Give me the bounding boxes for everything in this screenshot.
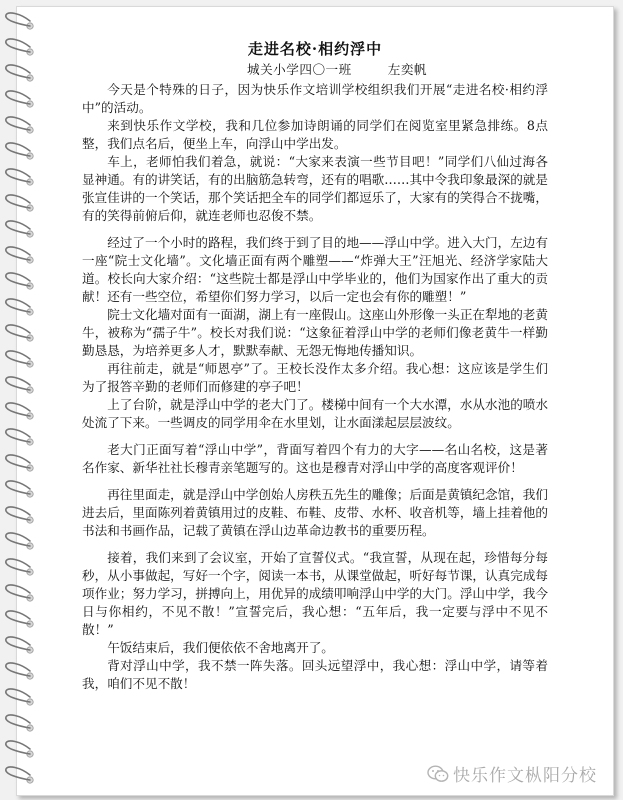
binding-ring xyxy=(6,507,33,523)
paragraph-3: 车上，老师怕我们着急，就说：“大家来表演一些节目吧！”同学们八仙过海各显神通。有的讲笑话，有的出脑筋急转弯，还有的唱歌……其中令我印象最深的就是张宣佳讲的一个笑话，那个笑话把全车的同学们都逗乐了，大家有的笑得合不拢嘴，有的笑得前俯后仰，就连老师也忍俊不禁。 xyxy=(82,154,548,223)
binding-ring xyxy=(6,611,33,627)
paragraph-5: 院士文化墙对面有一面湖，湖上有一座假山。这座山外形像一头正在犁地的老黄牛，被称为“孺子牛”。校长对我们说：“这象征着浮山中学的老师们像老黄牛一样勤勤恳恳，为培养更多人才，默默奉献、无怨无悔地传播知识。 xyxy=(82,307,548,358)
paragraph-2: 来到快乐作文学校，我和几位参加诗朗诵的同学们在阅览室里紧急排练。8点整，我们点名后，便坐上车，向浮山中学出发。 xyxy=(82,118,548,151)
binding-ring xyxy=(6,767,33,783)
binding-ring xyxy=(6,351,33,367)
binding-ring xyxy=(6,663,33,679)
binding-ring xyxy=(6,221,33,237)
binding-ring xyxy=(6,585,33,601)
watermark-text: 快乐作文枞阳分校 xyxy=(453,766,597,786)
binding-ring xyxy=(6,715,33,731)
essay xyxy=(82,40,548,693)
paragraph-10: 接着，我们来到了会议室，开始了宣誓仪式。“我宣誓，从现在起，珍惜每分每秒，从小事做起，写好一个字，阅读一本书，从课堂做起，听好每节课，认真完成每项作业；努力学习，拼搏向上，用优异的成绩叩响浮山中学的大门。浮山中学，我今日与你相约，不见不散！”宣誓完后，我心想：“五年后，我一定要与浮中不见不散！” xyxy=(82,550,548,637)
binding-ring xyxy=(6,143,33,159)
binding-ring xyxy=(6,377,33,393)
binding-ring xyxy=(6,117,33,133)
paragraph-9: 再往里面走，就是浮山中学创始人房秩五先生的雕像；后面是黄镇纪念馆，我们进去后，里面陈列着黄镇用过的皮鞋、布鞋、皮带、水杯、收音机等，墙上挂着他的书法和书画作品，记载了黄镇在浮山边革命边教书的重要历程。 xyxy=(82,487,548,538)
binding-ring xyxy=(6,65,33,81)
binding-ring xyxy=(6,13,33,29)
binding-ring xyxy=(6,559,33,575)
paragraph-12: 背对浮山中学，我不禁一阵失落。回头远望浮中，我心想：浮山中学，请等着我，咱们不见不散！ xyxy=(82,658,548,691)
watermark xyxy=(427,761,597,786)
paragraph-7: 上了台阶，就是浮山中学的老大门了。楼梯中间有一个大水潭，水从水池的喷水处流了下来。一些调皮的同学用伞在水里划，让水面漾起层层波纹。 xyxy=(82,397,548,430)
paragraph-1: 今天是个特殊的日子，因为快乐作文培训学校组织我们开展“走进名校·相约浮中”的活动。 xyxy=(82,82,548,115)
wechat-icon xyxy=(427,765,449,783)
byline xyxy=(126,61,548,79)
essay-title: 走进名校·相约浮中 xyxy=(247,40,383,58)
binding-ring xyxy=(6,403,33,419)
binding-ring xyxy=(6,39,33,55)
binding-ring xyxy=(6,533,33,549)
binding-ring xyxy=(6,325,33,341)
binding-ring xyxy=(6,299,33,315)
binding-ring xyxy=(6,455,33,471)
spiral-binding xyxy=(0,0,40,800)
binding-ring xyxy=(6,195,33,211)
binding-ring xyxy=(6,637,33,653)
binding-ring xyxy=(6,481,33,497)
binding-ring xyxy=(6,247,33,263)
binding-ring xyxy=(6,273,33,289)
paragraph-4: 经过了一个小时的路程，我们终于到了目的地——浮山中学。进入大门，左边有一座“院士文化墙”。文化墙正面有两个雕塑——“炸弹大王”汪旭光、经济学家陆大道。校长向大家介绍：“这些院士都是浮山中学毕业的，他们为国家作出了重大的贡献！还有一些空位，希望你们努力学习，以后一定也会有你的雕塑！” xyxy=(82,235,548,304)
school-class: 城关小学四〇一班 xyxy=(246,62,352,77)
binding-ring xyxy=(6,169,33,185)
binding-ring xyxy=(6,91,33,107)
binding-ring xyxy=(6,741,33,757)
binding-ring xyxy=(6,689,33,705)
paragraph-8: 老大门正面写着“浮山中学”，背面写着四个有力的大字——名山名校，这是著名作家、新华社社长穆青亲笔题写的。这也是穆青对浮山中学的高度客观评价！ xyxy=(82,442,548,475)
paragraph-6: 再往前走，就是“师恩亭”了。王校长没作太多介绍。我心想：这应该是学生们为了报答辛勤的老师们而修建的亭子吧！ xyxy=(82,361,548,394)
binding-ring xyxy=(6,429,33,445)
paragraph-11: 午饭结束后，我们便依依不舍地离开了。 xyxy=(107,640,334,655)
author-name: 左奕帆 xyxy=(387,62,428,77)
